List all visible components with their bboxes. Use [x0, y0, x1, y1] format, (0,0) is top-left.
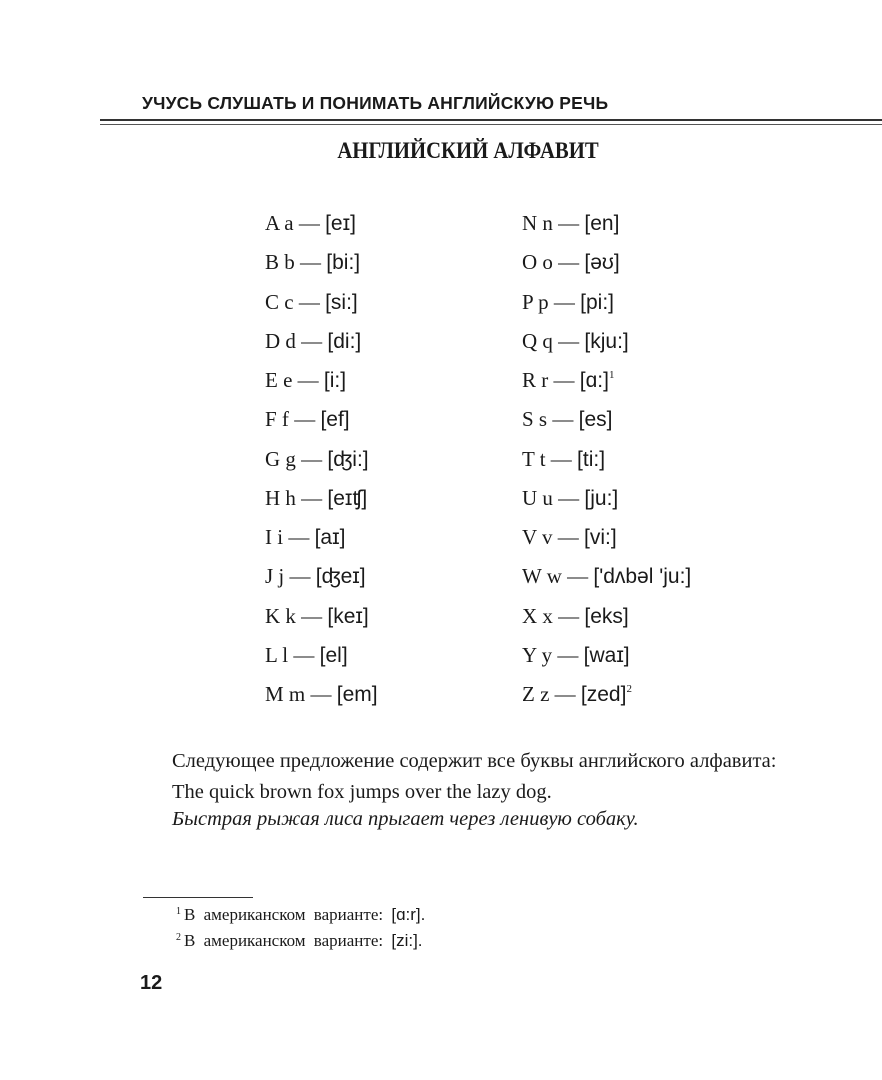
transcription: [zed] — [580, 683, 627, 706]
alphabet-column-right — [522, 211, 691, 721]
alphabet-entry — [522, 368, 691, 407]
dash: — — [553, 289, 575, 314]
footnote-divider — [143, 897, 253, 898]
letter-pair: H h — [265, 485, 296, 510]
letter-pair: X x — [522, 603, 553, 628]
letter-pair: I i — [265, 525, 284, 549]
footnote-2 — [176, 931, 423, 951]
letter-pair: W w — [522, 564, 562, 589]
transcription: [si:] — [325, 290, 358, 314]
alphabet-entry — [522, 525, 691, 564]
pangram-text: The quick brown fox jumps over the lazy dog. — [172, 781, 552, 803]
letter-pair: M m — [265, 682, 306, 706]
transcription: [aɪ] — [314, 526, 346, 549]
transcription: [di:] — [327, 329, 362, 353]
transcription: [eɪʧ] — [327, 486, 368, 510]
letter-pair: S s — [522, 407, 548, 432]
transcription: [pi:] — [580, 290, 615, 314]
alphabet-entry — [265, 211, 378, 250]
dash: — — [301, 485, 323, 510]
dash: — — [301, 446, 323, 471]
dash: — — [552, 407, 574, 432]
footnote-text: В американском варианте: — [184, 931, 384, 950]
letter-pair: B b — [265, 250, 295, 275]
alphabet-entry — [265, 564, 378, 603]
footnote-text: В американском варианте: — [184, 905, 384, 924]
letter-pair: F f — [265, 407, 289, 432]
transcription: [ɑ:] — [579, 369, 609, 392]
transcription: [ti:] — [577, 447, 606, 471]
transcription: [bi:] — [326, 251, 361, 275]
letter-pair: Z z — [522, 682, 550, 706]
page-number: 12 — [140, 972, 163, 994]
transcription: ['dʌbəl 'ju:] — [593, 565, 692, 589]
alphabet-entry — [522, 604, 691, 643]
dash: — — [300, 250, 322, 275]
transcription: [ʤeɪ] — [315, 565, 366, 589]
alphabet-entry — [265, 368, 378, 407]
alphabet-column-left — [265, 211, 378, 721]
dash: — — [310, 682, 332, 706]
dash: — — [558, 485, 580, 510]
alphabet-entry — [265, 407, 378, 446]
footnote-transcription: [zi:]. — [391, 931, 423, 950]
transcription: [es] — [578, 408, 613, 432]
letter-pair: Y y — [522, 642, 553, 667]
dash: — — [557, 525, 579, 549]
dash: — — [550, 446, 572, 471]
dash: — — [558, 211, 580, 235]
alphabet-entry — [522, 329, 691, 368]
alphabet-entry — [265, 604, 378, 643]
dash: — — [553, 368, 575, 392]
dash: — — [298, 211, 320, 235]
letter-pair: Q q — [522, 328, 553, 353]
alphabet-entry — [522, 290, 691, 329]
letter-pair: J j — [265, 564, 285, 589]
letter-pair: D d — [265, 328, 296, 353]
letter-pair: O o — [522, 250, 553, 275]
letter-pair: U u — [522, 485, 553, 510]
letter-pair: P p — [522, 289, 549, 314]
footnote-marker: 2 — [176, 932, 181, 943]
letter-pair: L l — [265, 642, 289, 667]
dash: — — [297, 368, 319, 392]
letter-pair: V v — [522, 525, 553, 549]
transcription: [en] — [584, 212, 620, 235]
alphabet-entry — [265, 525, 378, 564]
dash: — — [558, 250, 580, 275]
transcription: [əʊ] — [584, 251, 620, 275]
dash: — — [554, 682, 576, 706]
dash: — — [567, 564, 589, 589]
dash: — — [301, 603, 323, 628]
letter-pair: N n — [522, 211, 553, 235]
dash: — — [301, 328, 323, 353]
alphabet-entry — [522, 447, 691, 486]
letter-pair: E e — [265, 368, 293, 392]
transcription: [eɪ] — [325, 212, 356, 235]
alphabet-entry — [265, 329, 378, 368]
alphabet-entry — [265, 250, 378, 289]
dash: — — [293, 642, 315, 667]
footnote-ref: 1 — [608, 369, 615, 381]
alphabet-entry — [522, 250, 691, 289]
footnote-marker: 1 — [176, 906, 181, 917]
alphabet-entry — [265, 682, 378, 721]
transcription: [kju:] — [584, 329, 629, 353]
dash: — — [294, 407, 316, 432]
header-rule — [100, 119, 882, 121]
letter-pair: K k — [265, 603, 296, 628]
transcription: [ju:] — [584, 486, 619, 510]
intro-text: Следующее предложение содержит все буквы английского алфавита: — [172, 750, 777, 772]
dash: — — [557, 642, 579, 667]
alphabet-entry — [265, 486, 378, 525]
transcription: [ʤi:] — [327, 447, 369, 471]
footnote-transcription: [ɑ:r]. — [391, 905, 426, 924]
letter-pair: R r — [522, 368, 549, 392]
alphabet-entry — [265, 643, 378, 682]
footnote-ref: 2 — [626, 683, 632, 695]
alphabet-entry — [265, 447, 378, 486]
transcription: [vi:] — [584, 526, 617, 549]
transcription: [eks] — [584, 604, 629, 628]
alphabet-entry — [522, 643, 691, 682]
header-rule-thin — [100, 124, 882, 125]
dash: — — [558, 328, 580, 353]
alphabet-entry — [265, 290, 378, 329]
letter-pair: G g — [265, 446, 296, 471]
running-head: УЧУСЬ СЛУШАТЬ И ПОНИМАТЬ АНГЛИЙСКУЮ РЕЧЬ — [142, 93, 609, 113]
alphabet-entry — [522, 564, 691, 603]
alphabet-entry — [522, 407, 691, 446]
footnote-1 — [176, 905, 425, 925]
transcription: [i:] — [323, 369, 347, 392]
transcription: [waɪ] — [583, 643, 630, 667]
alphabet-entry — [522, 682, 691, 721]
dash: — — [298, 289, 320, 314]
transcription: [em] — [336, 683, 378, 706]
letter-pair: C c — [265, 289, 294, 314]
alphabet-entry — [522, 486, 691, 525]
pangram-paragraph — [140, 748, 796, 833]
letter-pair: T t — [522, 446, 546, 471]
dash: — — [289, 564, 311, 589]
transcription: [keɪ] — [327, 604, 369, 628]
transcription: [ef] — [320, 408, 350, 432]
dash: — — [288, 525, 310, 549]
alphabet-entry — [522, 211, 691, 250]
page-title: АНГЛИЙСКИЙ АЛФАВИТ — [337, 138, 599, 163]
transcription: [el] — [319, 643, 348, 667]
dash: — — [558, 603, 580, 628]
pangram-translation: Быстрая рыжая лиса прыгает через ленивую собаку. — [172, 808, 639, 830]
letter-pair: A a — [265, 211, 294, 235]
